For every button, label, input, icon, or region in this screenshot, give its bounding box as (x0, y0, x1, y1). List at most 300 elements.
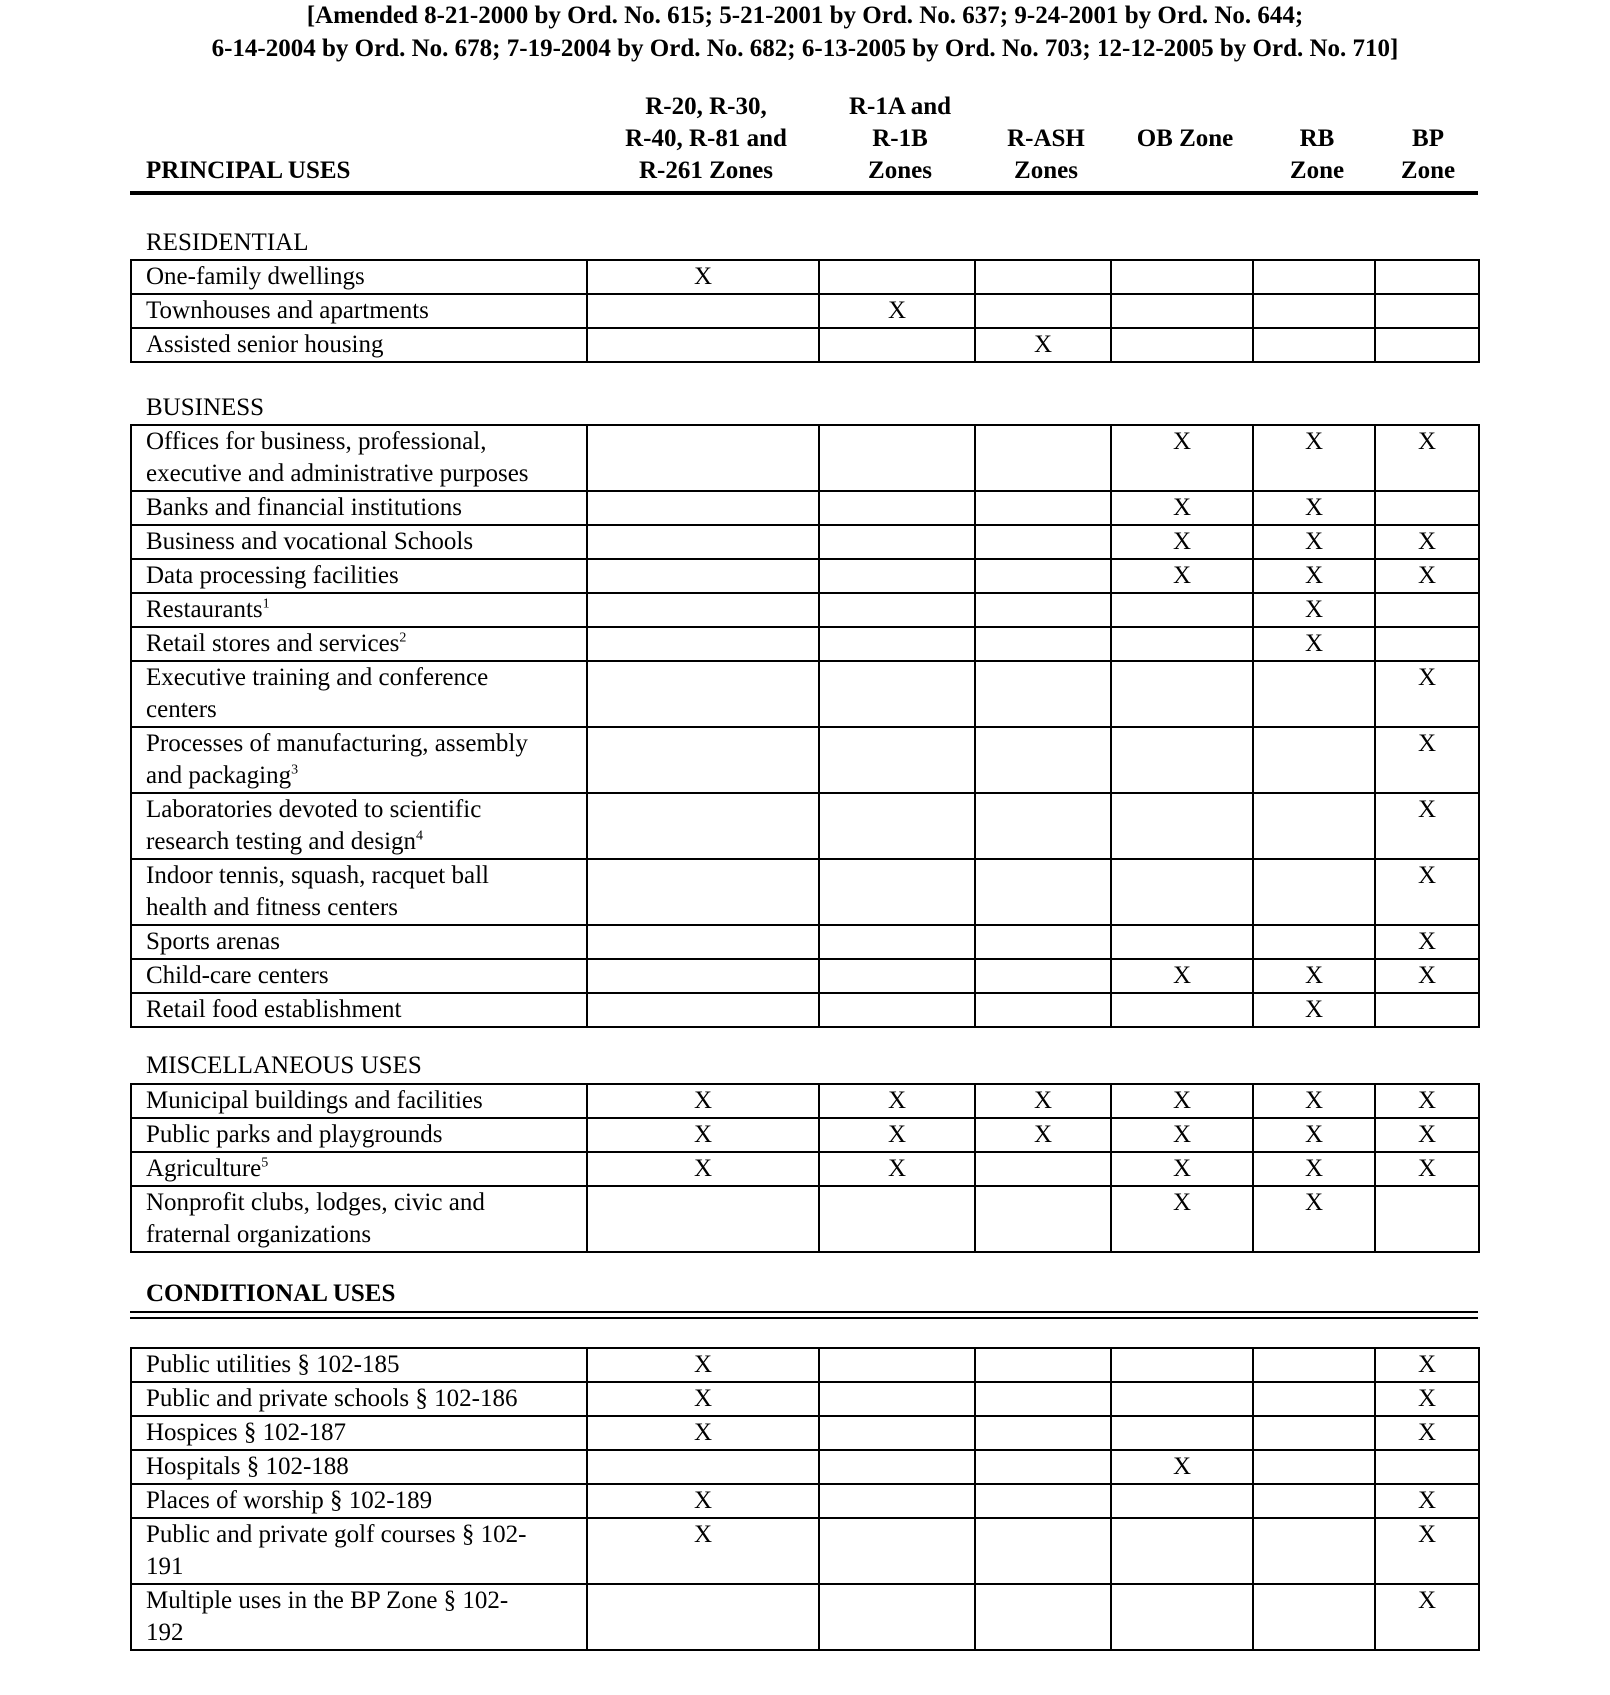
zone-permitted-cell (587, 859, 819, 925)
zone-permitted-cell: X (587, 260, 819, 294)
zone-permitted-cell (1111, 1484, 1253, 1518)
zone-permitted-cell (819, 491, 975, 525)
use-name-line (146, 826, 586, 858)
zone-permitted-cell: X (1253, 959, 1375, 993)
table-row (131, 925, 1479, 959)
use-name-text: Townhouses and apartments (146, 297, 429, 324)
use-name-text: Processes of manufacturing, assembly (146, 730, 528, 757)
header-col3-line1: R-ASH (1007, 125, 1085, 152)
zone-permitted-cell (1111, 1584, 1253, 1650)
table-row (131, 491, 1479, 525)
table-row (131, 559, 1479, 593)
zone-permitted-cell: X (587, 1416, 819, 1450)
use-name-text: Municipal buildings and facilities (146, 1087, 483, 1114)
use-name-line (146, 492, 586, 524)
zone-permitted-cell (1253, 1584, 1375, 1650)
zone-permitted-cell (1375, 260, 1479, 294)
zone-permitted-cell (1111, 925, 1253, 959)
zone-permitted-cell: X (975, 1084, 1111, 1118)
zone-permitted-cell (975, 661, 1111, 727)
zone-permitted-cell: X (1111, 1152, 1253, 1186)
zone-permitted-cell (819, 727, 975, 793)
zone-permitted-cell: X (1253, 593, 1375, 627)
use-name-text: Child-care centers (146, 962, 329, 989)
zone-permitted-cell: X (1253, 425, 1375, 491)
header-col-bp (1378, 123, 1478, 187)
table-row (131, 294, 1479, 328)
table-row (131, 1584, 1479, 1650)
table-row (131, 627, 1479, 661)
header-col1-line1: R-20, R-30, (645, 93, 767, 120)
table-row (131, 1186, 1479, 1252)
zone-permitted-cell: X (1375, 1416, 1479, 1450)
zone-permitted-cell (1253, 1518, 1375, 1584)
zone-permitted-cell (1253, 1484, 1375, 1518)
zone-permitted-cell (975, 525, 1111, 559)
zone-permitted-cell (1375, 627, 1479, 661)
zone-permitted-cell: X (1253, 1084, 1375, 1118)
use-name-cell (131, 1484, 587, 1518)
header-col6-line1: BP (1412, 125, 1444, 152)
use-name-text: Public parks and playgrounds (146, 1121, 443, 1148)
table-row (131, 1118, 1479, 1152)
zone-permitted-cell (1111, 993, 1253, 1027)
zone-permitted-cell (975, 925, 1111, 959)
use-name-line (146, 329, 586, 361)
use-name-text: Public utilities § 102-185 (146, 1351, 400, 1378)
zone-permitted-cell: X (1111, 425, 1253, 491)
zone-permitted-cell (587, 425, 819, 491)
zone-permitted-cell: X (1375, 727, 1479, 793)
zone-permitted-cell (1253, 260, 1375, 294)
conditional-rule-top (130, 1311, 1478, 1313)
zone-permitted-cell: X (1375, 1584, 1479, 1650)
zone-permitted-cell: X (1253, 525, 1375, 559)
zone-permitted-cell (819, 793, 975, 859)
zone-permitted-cell: X (1111, 1450, 1253, 1484)
zone-permitted-cell (587, 993, 819, 1027)
zone-permitted-cell (1253, 294, 1375, 328)
zone-permitted-cell (819, 525, 975, 559)
zone-permitted-cell (819, 993, 975, 1027)
table-row (131, 1484, 1479, 1518)
table-row (131, 1084, 1479, 1118)
use-name-text: Data processing facilities (146, 562, 399, 589)
use-name-line (146, 1485, 586, 1517)
header-col-r1a-r1b (822, 91, 978, 187)
zone-permitted-cell: X (819, 1084, 975, 1118)
use-name-cell (131, 793, 587, 859)
zone-permitted-cell: X (975, 328, 1111, 362)
zone-permitted-cell (819, 1186, 975, 1252)
zone-permitted-cell (975, 1584, 1111, 1650)
use-name-cell (131, 1186, 587, 1252)
header-col6-line2: Zone (1400, 157, 1456, 184)
use-name-line (146, 1187, 586, 1219)
use-name-cell (131, 1450, 587, 1484)
use-name-text: Agriculture (146, 1155, 262, 1182)
header-col4-line1: OB Zone (1136, 125, 1234, 152)
use-name-line (146, 1585, 586, 1617)
zone-permitted-cell: X (1253, 559, 1375, 593)
table-row (131, 260, 1479, 294)
zone-permitted-cell (587, 925, 819, 959)
zone-permitted-cell: X (1253, 1118, 1375, 1152)
zone-permitted-cell (975, 627, 1111, 661)
zone-permitted-cell: X (1375, 859, 1479, 925)
use-name-text: Multiple uses in the BP Zone § 102- (146, 1587, 509, 1614)
table-row (131, 1152, 1479, 1186)
use-name-line (146, 926, 586, 958)
use-name-cell (131, 1584, 587, 1650)
zone-permitted-cell (1111, 260, 1253, 294)
footnote-marker: 4 (416, 828, 424, 844)
use-name-line (146, 860, 586, 892)
zone-permitted-cell (1253, 793, 1375, 859)
table-row (131, 661, 1479, 727)
zone-permitted-cell (819, 1382, 975, 1416)
zone-permitted-cell (975, 491, 1111, 525)
use-name-text: Business and vocational Schools (146, 528, 474, 555)
use-name-text: Public and private schools § 102-186 (146, 1385, 518, 1412)
use-name-cell (131, 1416, 587, 1450)
zone-permitted-cell (975, 727, 1111, 793)
section-title-misc: MISCELLANEOUS USES (146, 1052, 422, 1079)
zone-permitted-cell (1111, 1416, 1253, 1450)
zone-permitted-cell (819, 661, 975, 727)
zone-permitted-cell: X (1375, 661, 1479, 727)
table-row (131, 959, 1479, 993)
zone-permitted-cell: X (587, 1348, 819, 1382)
zone-permitted-cell (975, 1484, 1111, 1518)
use-name-cell (131, 559, 587, 593)
zone-permitted-cell: X (1375, 793, 1479, 859)
zone-permitted-cell (975, 1152, 1111, 1186)
zone-permitted-cell (975, 1186, 1111, 1252)
zone-permitted-cell (1375, 328, 1479, 362)
header-col2-line3: Zones (868, 157, 932, 184)
use-name-text: Laboratories devoted to scientific (146, 796, 482, 823)
zone-permitted-cell: X (1375, 925, 1479, 959)
zone-permitted-cell: X (1111, 959, 1253, 993)
use-name-text: 191 (146, 1553, 184, 1580)
use-name-line (146, 1219, 586, 1251)
table-row (131, 1450, 1479, 1484)
use-name-cell (131, 1118, 587, 1152)
header-col2-line2: R-1B (872, 125, 928, 152)
use-name-text: Public and private golf courses § 102- (146, 1521, 527, 1548)
zone-permitted-cell: X (1111, 1084, 1253, 1118)
zone-permitted-cell (819, 959, 975, 993)
use-name-text: health and fitness centers (146, 894, 398, 921)
residential-table (130, 259, 1480, 363)
header-rule (130, 191, 1478, 195)
use-name-line (146, 728, 586, 760)
use-name-cell (131, 525, 587, 559)
use-name-line (146, 1617, 586, 1649)
zone-permitted-cell (975, 294, 1111, 328)
use-name-cell (131, 328, 587, 362)
zone-permitted-cell (1253, 727, 1375, 793)
use-name-text: fraternal organizations (146, 1221, 372, 1248)
zone-permitted-cell (975, 859, 1111, 925)
zone-permitted-cell: X (1375, 1084, 1479, 1118)
use-name-line (146, 526, 586, 558)
header-col-r20-r261 (590, 91, 822, 187)
zone-permitted-cell (1111, 793, 1253, 859)
use-name-cell (131, 627, 587, 661)
use-name-text: Assisted senior housing (146, 331, 384, 358)
use-name-line (146, 694, 586, 726)
zone-permitted-cell (587, 1584, 819, 1650)
use-name-cell (131, 425, 587, 491)
section-title-business: BUSINESS (146, 394, 265, 421)
zone-permitted-cell: X (1111, 525, 1253, 559)
zone-permitted-cell (819, 1416, 975, 1450)
zone-permitted-cell (1375, 593, 1479, 627)
zone-permitted-cell (587, 328, 819, 362)
use-name-cell (131, 661, 587, 727)
use-name-cell (131, 859, 587, 925)
zone-permitted-cell: X (1375, 1382, 1479, 1416)
use-name-text: and packaging (146, 762, 292, 789)
use-name-text: Nonprofit clubs, lodges, civic and (146, 1189, 485, 1216)
use-name-text: One-family dwellings (146, 263, 365, 290)
zone-permitted-cell: X (587, 1518, 819, 1584)
zone-permitted-cell (819, 425, 975, 491)
zone-permitted-cell (587, 559, 819, 593)
zone-permitted-cell (819, 1584, 975, 1650)
zone-permitted-cell (819, 1518, 975, 1584)
zone-permitted-cell: X (587, 1152, 819, 1186)
zone-permitted-cell: X (1111, 491, 1253, 525)
zone-permitted-cell: X (1375, 959, 1479, 993)
header-col-rb (1256, 123, 1378, 187)
zone-permitted-cell: X (1375, 1348, 1479, 1382)
zone-permitted-cell (819, 593, 975, 627)
header-col-rash (978, 123, 1114, 187)
zone-permitted-cell: X (1375, 559, 1479, 593)
zone-permitted-cell (975, 1382, 1111, 1416)
use-name-cell (131, 1348, 587, 1382)
use-name-line (146, 662, 586, 694)
use-name-line (146, 760, 586, 792)
zone-permitted-cell (1111, 328, 1253, 362)
amendment-line-2: 6-14-2004 by Ord. No. 678; 7-19-2004 by Ord. No. 682; 6-13-2005 by Ord. No. 703; 12-12-2005 by Ord. No. 710] (211, 35, 1399, 62)
zone-permitted-cell (975, 559, 1111, 593)
use-name-cell (131, 993, 587, 1027)
zone-permitted-cell (1111, 661, 1253, 727)
zone-permitted-cell (1253, 859, 1375, 925)
zone-permitted-cell: X (1253, 1186, 1375, 1252)
table-row (131, 1348, 1479, 1382)
miscellaneous-table (130, 1083, 1480, 1253)
zone-permitted-cell (975, 260, 1111, 294)
use-name-line (146, 1383, 586, 1415)
use-name-cell (131, 959, 587, 993)
use-name-line (146, 1349, 586, 1381)
header-col5-line2: Zone (1289, 157, 1345, 184)
column-header (130, 95, 1478, 191)
zone-permitted-cell: X (1375, 525, 1479, 559)
zone-permitted-cell (1111, 859, 1253, 925)
use-name-cell (131, 1084, 587, 1118)
zone-permitted-cell (1253, 661, 1375, 727)
business-table (130, 424, 1480, 1028)
zone-permitted-cell (819, 859, 975, 925)
zone-permitted-cell: X (975, 1118, 1111, 1152)
zone-permitted-cell (1375, 294, 1479, 328)
header-col1-line3: R-261 Zones (638, 157, 774, 184)
use-name-text: executive and administrative purposes (146, 460, 529, 487)
zone-permitted-cell (1253, 1416, 1375, 1450)
zone-permitted-cell (1111, 294, 1253, 328)
use-name-line (146, 960, 586, 992)
table-row (131, 727, 1479, 793)
zone-permitted-cell: X (1375, 1484, 1479, 1518)
zone-permitted-cell: X (1253, 993, 1375, 1027)
zone-permitted-cell (1111, 1518, 1253, 1584)
footnote-marker: 5 (261, 1155, 269, 1171)
zone-permitted-cell (819, 260, 975, 294)
use-name-cell (131, 491, 587, 525)
use-name-line (146, 295, 586, 327)
zone-permitted-cell (587, 793, 819, 859)
use-name-cell (131, 1382, 587, 1416)
table-row (131, 859, 1479, 925)
zone-permitted-cell: X (819, 1152, 975, 1186)
zone-permitted-cell (975, 1348, 1111, 1382)
zone-permitted-cell (975, 1518, 1111, 1584)
table-row (131, 328, 1479, 362)
use-name-text: Restaurants (146, 596, 263, 623)
use-name-cell (131, 1518, 587, 1584)
zone-permitted-cell (1253, 1450, 1375, 1484)
zone-permitted-cell: X (1253, 1152, 1375, 1186)
use-name-text: Places of worship § 102-189 (146, 1487, 433, 1514)
use-name-line (146, 794, 586, 826)
use-name-text: Retail stores and services (146, 630, 400, 657)
zone-permitted-cell (587, 1186, 819, 1252)
use-name-line (146, 1519, 586, 1551)
header-col1-line2: R-40, R-81 and (625, 125, 787, 152)
zone-permitted-cell: X (1111, 1186, 1253, 1252)
conditional-table (130, 1347, 1480, 1651)
table-row (131, 1416, 1479, 1450)
use-name-line (146, 1119, 586, 1151)
zone-permitted-cell (587, 294, 819, 328)
zone-permitted-cell (975, 959, 1111, 993)
zone-permitted-cell (1375, 491, 1479, 525)
zone-permitted-cell: X (819, 1118, 975, 1152)
zone-permitted-cell (1111, 727, 1253, 793)
table-row (131, 793, 1479, 859)
amendment-line-1: [Amended 8-21-2000 by Ord. No. 615; 5-21-2001 by Ord. No. 637; 9-24-2001 by Ord. No. 644; (306, 2, 1304, 29)
use-name-text: research testing and design (146, 828, 417, 855)
use-name-line (146, 1451, 586, 1483)
use-name-cell (131, 260, 587, 294)
use-name-text: Hospices § 102-187 (146, 1419, 346, 1446)
use-name-text: Offices for business, professional, (146, 428, 487, 455)
zone-permitted-cell (587, 959, 819, 993)
zone-permitted-cell: X (587, 1118, 819, 1152)
header-principal-uses (146, 155, 586, 187)
header-col2-line1: R-1A and (848, 93, 952, 120)
zone-permitted-cell (819, 1348, 975, 1382)
use-name-line (146, 1153, 586, 1185)
use-name-line (146, 892, 586, 924)
zone-permitted-cell (1375, 993, 1479, 1027)
footnote-marker: 2 (399, 630, 407, 646)
zone-permitted-cell (1253, 1348, 1375, 1382)
header-col3-line2: Zones (1014, 157, 1078, 184)
zone-permitted-cell (819, 627, 975, 661)
use-name-line (146, 628, 586, 660)
use-name-line (146, 1417, 586, 1449)
zone-permitted-cell: X (1375, 1518, 1479, 1584)
zone-permitted-cell: X (1375, 1118, 1479, 1152)
zone-permitted-cell (587, 627, 819, 661)
zone-permitted-cell: X (819, 294, 975, 328)
use-name-cell (131, 925, 587, 959)
table-row (131, 593, 1479, 627)
zone-permitted-cell: X (587, 1484, 819, 1518)
use-name-text: centers (146, 696, 217, 723)
section-title-residential: RESIDENTIAL (146, 229, 309, 256)
zone-permitted-cell (819, 559, 975, 593)
header-col5-line1: RB (1299, 125, 1335, 152)
zone-permitted-cell (975, 1450, 1111, 1484)
zone-permitted-cell (819, 1484, 975, 1518)
footnote-marker: 1 (262, 596, 270, 612)
use-name-line (146, 560, 586, 592)
table-row (131, 425, 1479, 491)
zone-permitted-cell (587, 491, 819, 525)
use-name-text: Hospitals § 102-188 (146, 1453, 349, 1480)
use-name-line (146, 458, 586, 490)
zone-permitted-cell: X (1375, 1152, 1479, 1186)
zone-permitted-cell (1253, 1382, 1375, 1416)
header-col-ob (1114, 123, 1256, 155)
zone-permitted-cell (1253, 328, 1375, 362)
header-principal-uses-label: PRINCIPAL USES (146, 157, 351, 184)
use-name-text: Executive training and conference (146, 664, 489, 691)
section-title-conditional: CONDITIONAL USES (146, 1280, 396, 1307)
use-name-cell (131, 1152, 587, 1186)
zone-permitted-cell: X (587, 1084, 819, 1118)
zone-permitted-cell (1253, 925, 1375, 959)
zone-permitted-cell (975, 1416, 1111, 1450)
zone-permitted-cell (1111, 1348, 1253, 1382)
table-row (131, 1382, 1479, 1416)
use-name-line (146, 261, 586, 293)
zone-permitted-cell (819, 1450, 975, 1484)
use-name-line (146, 426, 586, 458)
zone-permitted-cell (975, 793, 1111, 859)
zone-permitted-cell (587, 727, 819, 793)
zone-permitted-cell (1375, 1186, 1479, 1252)
zone-permitted-cell: X (1111, 559, 1253, 593)
use-name-line (146, 994, 586, 1026)
conditional-rule-bottom (130, 1317, 1478, 1319)
table-row (131, 993, 1479, 1027)
zone-permitted-cell (1111, 593, 1253, 627)
use-name-text: Retail food establishment (146, 996, 402, 1023)
zone-permitted-cell: X (1375, 425, 1479, 491)
use-name-text: Sports arenas (146, 928, 280, 955)
use-name-text: Indoor tennis, squash, racquet ball (146, 862, 489, 889)
zone-permitted-cell: X (1253, 627, 1375, 661)
